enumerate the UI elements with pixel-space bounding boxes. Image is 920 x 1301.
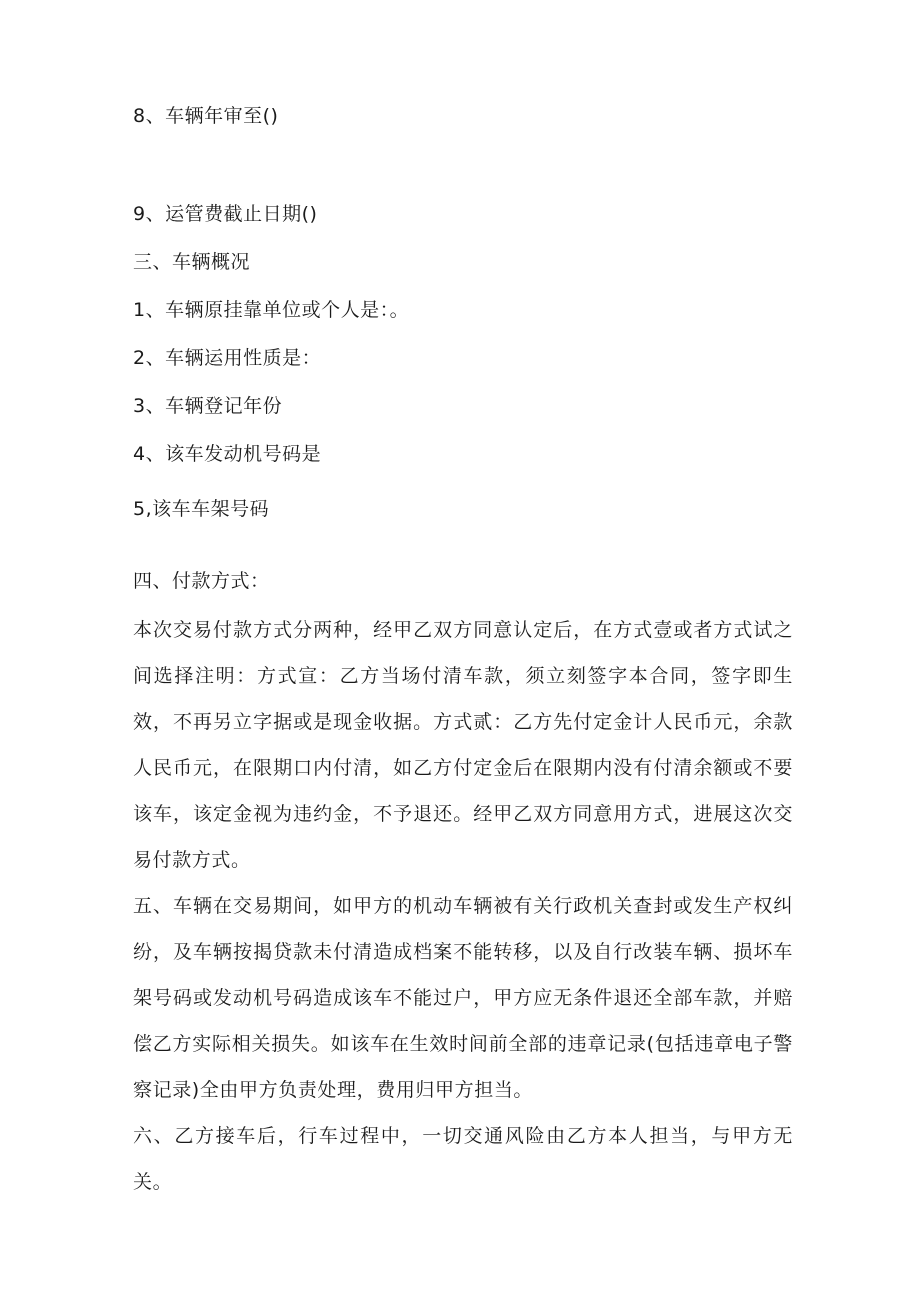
section-6-liability-terms: 六、乙方接车后，行车过程中，一切交通风险由乙方本人担当，与甲方无关。 [133, 1125, 793, 1193]
item-8-annual-inspection: 8、车辆年审至() [133, 105, 279, 127]
item-9-management-fee-date: 9、运管费截止日期() [133, 203, 318, 225]
section-4-payment-terms: 本次交易付款方式分两种，经甲乙双方同意认定后，在方式壹或者方式试之间选择注明：方式宣：乙方当场付清车款，须立刻签字本合同，签字即生效，不再另立字据或是现金收据。方式贰：乙方先付定金计人民币元，余款人民币元，在限期口内付清，如乙方付定金后在限期内没有付清余额或不要该车，该定金视为违约金，不予退还。经甲乙双方同意用方式，进展这次交易付款方式。 [133, 619, 793, 871]
section-3-item-2: 2、车辆运用性质是： [133, 347, 322, 369]
section-3-item-1: 1、车辆原挂靠单位或个人是：。 [133, 299, 410, 321]
section-5-transaction-terms: 五、车辆在交易期间，如甲方的机动车辆被有关行政机关查封或发生产权纠纷，及车辆按揭贷款未付清造成档案不能转移，以及自行改装车辆、损坏车架号码或发动机号码造成该车不能过户，甲方应无条件退还全部车款，并赔偿乙方实际相关损失。如该车在生效时间前全部的违章记录(包括违章电子警察记录)全由甲方负责处理，费用归甲方担当。 [133, 895, 793, 1101]
section-4-heading: 四、付款方式： [133, 570, 270, 592]
section-3-item-3: 3、车辆登记年份 [133, 395, 283, 417]
section-3-item-5: 5,该车车架号码 [133, 498, 270, 520]
section-3-heading: 三、车辆概况 [133, 251, 251, 273]
section-3-item-4: 4、该车发动机号码是 [133, 443, 322, 465]
